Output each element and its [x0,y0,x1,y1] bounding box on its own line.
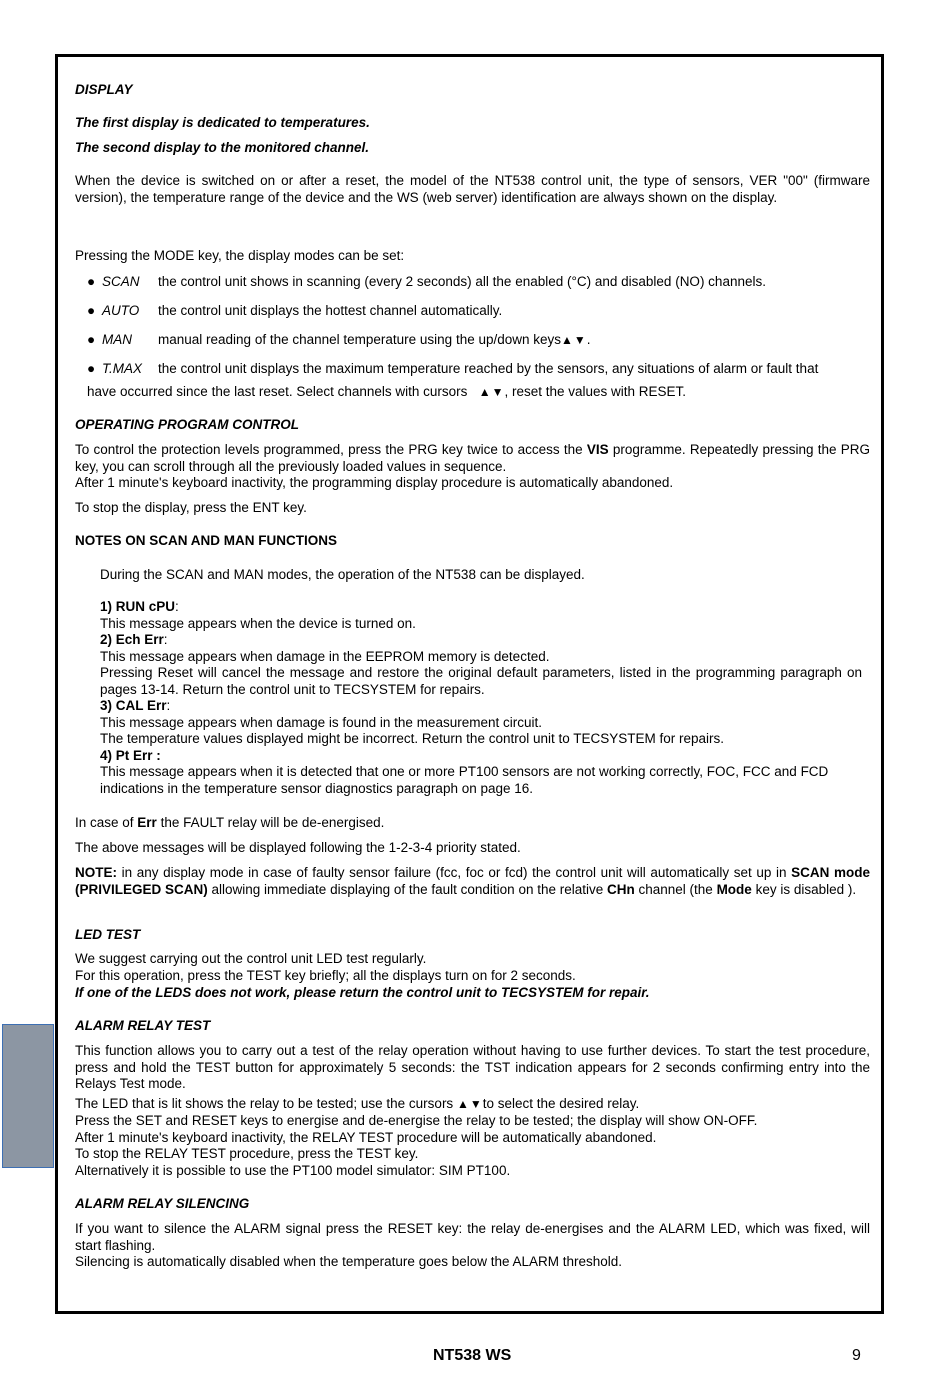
opc-p2: After 1 minute's keyboard inactivity, the programming display procedure is automatically abandoned. [75,475,674,490]
relay-heading: ALARM RELAY TEST [75,1018,211,1033]
relay-p5: To stop the RELAY TEST procedure, press the TEST key. [75,1146,419,1161]
mode-text: the control unit shows in scanning (every 2 seconds) all the enabled (°C) and disabled (NO) channels. [158,274,766,289]
mode-key: AUTO [102,303,140,318]
opc-p1: To control the protection levels programmed, press the PRG key twice to access the VIS programme. Repeatedly pressing the PRG key, you can scroll through all the previously loaded values in sequence. [75,442,870,474]
note-item: 1) RUN cPU: [100,599,179,614]
notes-priority: The above messages will be displayed following the 1-2-3-4 priority stated. [75,840,521,855]
display-first: The first display is dedicated to temperatures. [75,115,370,130]
mode-key: T.MAX [102,361,143,376]
mode-text: the control unit displays the maximum temperature reached by the sensors, any situations of alarm or fault that [158,361,819,376]
notes-note: NOTE: in any display mode in case of faulty sensor failure (fcc, foc or fcd) the control unit will automatically set up in SCAN mode (PRIVILEGED SCAN) allowing immediate displaying of the fault condition on the relative CHn channel (the Mode key is disabled ). [75,865,870,897]
display-second: The second display to the monitored channel. [75,140,370,155]
led-l3: If one of the LEDS does not work, please return the control unit to TECSYSTEM for repair. [75,985,650,1000]
notes-err: In case of Err the FAULT relay will be de-energised. [75,815,385,830]
relay-p3: Press the SET and RESET keys to energise and de-energise the relay to be tested; the display will show ON-OFF. [75,1113,758,1128]
mode-key: SCAN [102,274,140,289]
led-heading: LED TEST [75,927,141,942]
silencing-p1: If you want to silence the ALARM signal press the RESET key: the relay de-energises and the ALARM LED, which was fixed, will start flashing. [75,1221,870,1253]
bullet-icon: ● [87,361,96,376]
opc-p3: To stop the display, press the ENT key. [75,500,307,515]
relay-p2: The LED that is lit shows the relay to be tested; use the cursors ▲▼to select the desired relay. [75,1096,640,1111]
silencing-p2: Silencing is automatically disabled when the temperature goes below the ALARM threshold. [75,1254,623,1269]
display-heading: DISPLAY [75,82,133,97]
mode-text: manual reading of the channel temperature using the up/down keys [158,332,562,347]
led-l1: We suggest carrying out the control unit LED test regularly. [75,951,427,966]
silencing-heading: ALARM RELAY SILENCING [75,1196,250,1211]
led-l2: For this operation, press the TEST key briefly; all the displays turn on for 2 seconds. [75,968,576,983]
notes-heading: NOTES ON SCAN AND MAN FUNCTIONS [75,533,337,548]
note-item: 4) Pt Err : [100,747,161,763]
mode-tmax [87,361,872,378]
mode-man: ● MAN manual reading of the channel temperature using the up/down keys▲▼. [87,332,591,347]
note-item: 3) CAL Err: [100,698,171,713]
display-intro: When the device is switched on or after a reset, the model of the NT538 control unit, the type of sensors, VER "00" (firmware version), the temperature range of the device and the WS (web server) identification are always shown on the display. [75,173,870,205]
up-down-arrows-icon: ▲▼ [478,385,505,399]
notes-list: 1) RUN cPU: This message appears when the device is turned on. 2) Ech Err: This message appears when damage in the EEPROM memory is detected. Pressing Reset will cancel the message and restore the original default parameters, listed in the programming paragraph on pages 13-14. Return the control unit to TECSYSTEM for repairs. 3) CAL Err: This message appears when damage is found in the measurement circuit. The temperature values displayed might be incorrect. Return the control unit to TECSYSTEM for repairs. 4) Pt Err : This message appears when it is detected that one or more PT100 sensors are not working correctly, FOC, FCC and FCD indications in the temperature sensor diagnostics paragraph on page 16. [100,599,862,796]
display-mode-intro: Pressing the MODE key, the display modes can be set: [75,248,405,263]
mode-tmax-cont: have occurred since the last reset. Select channels with cursors ▲▼, reset the values with RESET. [87,384,687,399]
relay-p4: After 1 minute's keyboard inactivity, the RELAY TEST procedure will be automatically abandoned. [75,1130,657,1145]
mode-text: the control unit displays the hottest channel automatically. [158,303,503,318]
notes-intro: During the SCAN and MAN modes, the operation of the NT538 can be displayed. [100,567,585,582]
bullet-icon: ● [87,332,96,347]
relay-p6: Alternatively it is possible to use the PT100 model simulator: SIM PT100. [75,1163,511,1178]
up-down-arrows-icon: ▲▼ [561,333,587,347]
bullet-icon: ● [87,274,96,289]
footer-title: NT538 WS [433,1347,512,1364]
note-item: 2) Ech Err: [100,632,168,647]
side-tab-marker [2,1024,54,1168]
mode-auto [87,303,872,320]
opc-heading: OPERATING PROGRAM CONTROL [75,417,299,432]
mode-scan [87,274,872,291]
page-number: 9 [852,1347,861,1364]
mode-key: MAN [102,332,132,347]
bullet-icon: ● [87,303,96,318]
relay-p1: This function allows you to carry out a test of the relay operation without having to use further devices. To start the test procedure, press and hold the TEST button for approximately 5 seconds: the TST indication appears for 2 seconds confirming entry into the Relays Test mode. [75,1043,870,1091]
up-down-arrows-icon: ▲▼ [456,1097,483,1111]
